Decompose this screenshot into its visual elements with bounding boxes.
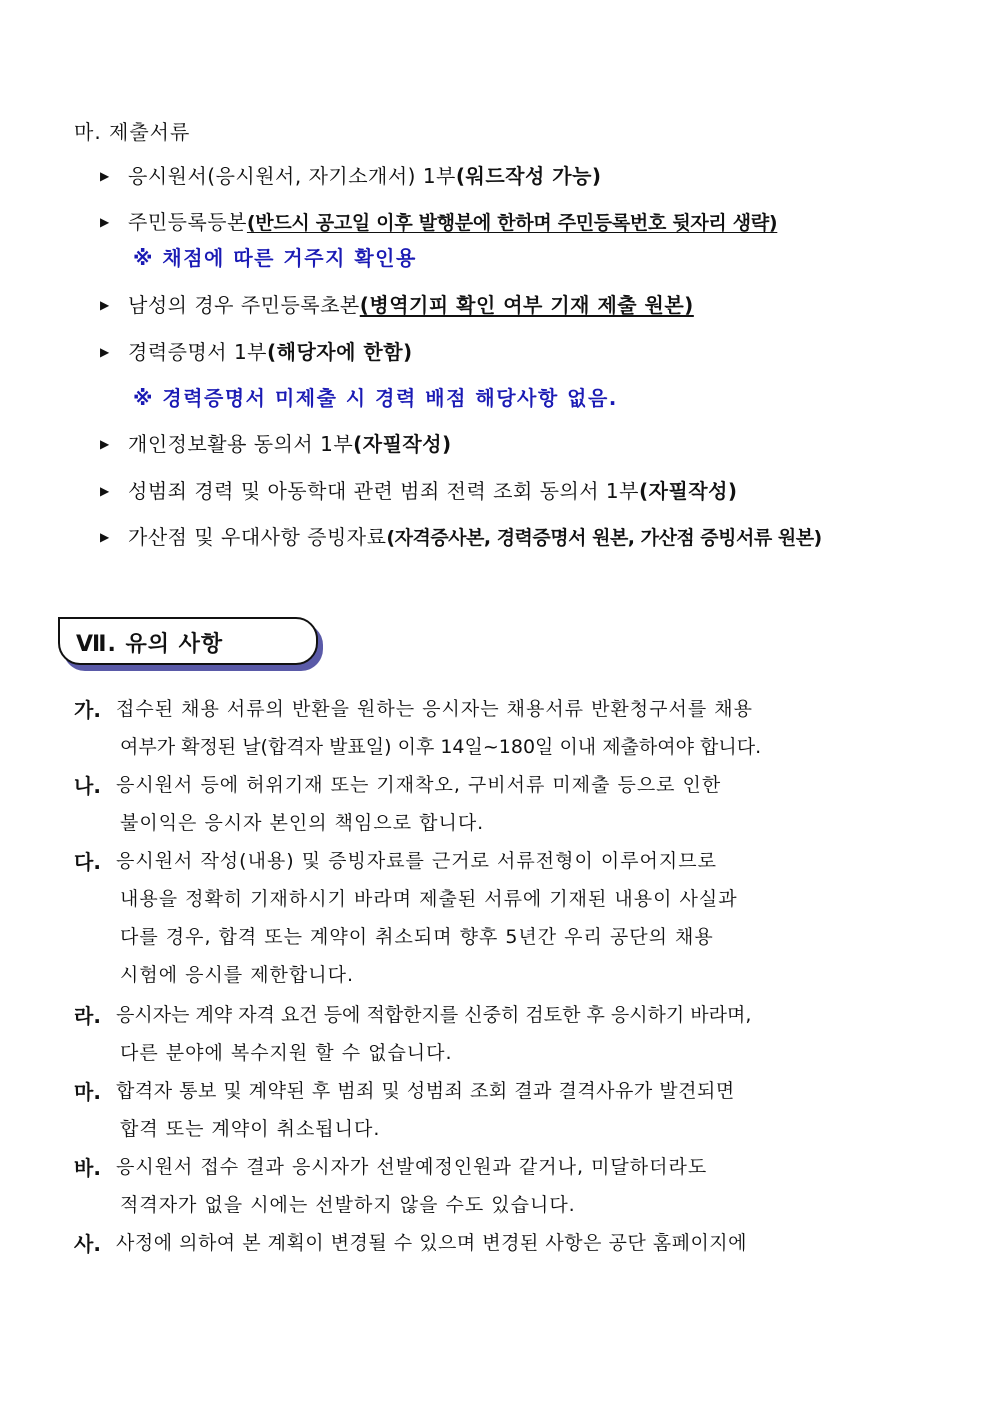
item-paren: (자필작성) bbox=[638, 479, 738, 503]
item-paren: (워드작성 가능) bbox=[455, 164, 602, 188]
notice-line: 사정에 의하여 본 계획이 변경될 수 있으며 변경된 사항은 공단 홈페이지에 bbox=[116, 1232, 748, 1254]
notice-line: 여부가 확정된 날(합격자 발표일) 이후 14일~180일 이내 제출하여야 합니다. bbox=[120, 736, 762, 758]
notice-marker: 라. bbox=[74, 1004, 101, 1028]
notice-item bbox=[74, 1076, 954, 1140]
notice-marker: 사. bbox=[74, 1232, 101, 1256]
item-text: 남성의 경우 주민등록초본 bbox=[128, 293, 360, 317]
notice-item bbox=[74, 846, 954, 986]
notice-marker: 바. bbox=[74, 1156, 101, 1180]
item-text: 가산점 및 우대사항 증빙자료 bbox=[128, 525, 387, 549]
notice-line: 다를 경우, 합격 또는 계약이 취소되며 향후 5년간 우리 공단의 채용 bbox=[120, 926, 714, 948]
item-paren: (자필작성) bbox=[353, 432, 452, 456]
bullet-icon: ▶ bbox=[100, 169, 110, 183]
notice-item bbox=[74, 1152, 954, 1216]
item-paren: (해당자에 한함) bbox=[267, 340, 413, 364]
notice-item bbox=[74, 770, 954, 834]
notice-marker: 가. bbox=[74, 698, 101, 722]
submission-item bbox=[100, 336, 413, 365]
section-heading-box bbox=[58, 617, 318, 665]
notice-line: 합격자 통보 및 계약된 후 범죄 및 성범죄 조회 결과 결격사유가 발견되면 bbox=[116, 1080, 735, 1102]
notice-line: 불이익은 응시자 본인의 책임으로 합니다. bbox=[120, 812, 485, 834]
notice-marker: 나. bbox=[74, 774, 101, 798]
notice-line: 접수된 채용 서류의 반환을 원하는 응시자는 채용서류 반환청구서를 채용 bbox=[116, 698, 753, 720]
section-title: Ⅶ. 유의 사항 bbox=[76, 632, 224, 657]
item-text: 경력증명서 1부 bbox=[128, 340, 268, 364]
item-paren: (자격증사본, 경력증명서 원본, 가산점 증빙서류 원본) bbox=[386, 527, 822, 549]
notice-line: 내용을 정확히 기재하시기 바라며 제출된 서류에 기재된 내용이 사실과 bbox=[120, 888, 738, 910]
career-note: ※ 경력증명서 미제출 시 경력 배점 해당사항 없음. bbox=[133, 386, 618, 410]
bullet-icon: ▶ bbox=[100, 530, 110, 544]
item-paren: (반드시 공고일 이후 발행분에 한하며 주민등록번호 뒷자리 생략) bbox=[246, 212, 778, 234]
bullet-icon: ▶ bbox=[100, 215, 110, 229]
submission-item bbox=[100, 206, 777, 235]
notice-line: 다른 분야에 복수지원 할 수 없습니다. bbox=[120, 1042, 453, 1064]
notice-line: 응시원서 등에 허위기재 또는 기재착오, 구비서류 미제출 등으로 인한 bbox=[116, 774, 722, 796]
item-text: 주민등록등본 bbox=[128, 210, 247, 234]
item-text: 개인정보활용 동의서 1부 bbox=[128, 432, 354, 456]
item-text: 성범죄 경력 및 아동학대 관련 범죄 전력 조회 동의서 1부 bbox=[128, 479, 639, 503]
notice-marker: 다. bbox=[74, 850, 101, 874]
bullet-icon: ▶ bbox=[100, 437, 110, 451]
notice-line: 응시원서 작성(내용) 및 증빙자료를 근거로 서류전형이 이루어지므로 bbox=[116, 850, 717, 872]
bullet-icon: ▶ bbox=[100, 298, 110, 312]
notice-item bbox=[74, 1228, 954, 1258]
item-text: 응시원서(응시원서, 자기소개서) 1부 bbox=[128, 164, 456, 188]
notice-line: 응시원서 접수 결과 응시자가 선발예정인원과 같거나, 미달하더라도 bbox=[116, 1156, 708, 1178]
notice-line: 합격 또는 계약이 취소됩니다. bbox=[120, 1118, 381, 1140]
bullet-icon: ▶ bbox=[100, 484, 110, 498]
submission-item bbox=[100, 289, 694, 318]
notice-line: 시험에 응시를 제한합니다. bbox=[120, 964, 355, 986]
submission-item bbox=[100, 160, 602, 189]
notice-item bbox=[74, 694, 954, 758]
notice-marker: 마. bbox=[74, 1080, 101, 1104]
submission-item bbox=[100, 475, 738, 504]
submission-item bbox=[100, 428, 452, 457]
residence-note: ※ 채점에 따른 거주지 확인용 bbox=[133, 246, 417, 270]
submission-heading: 마. 제출서류 bbox=[74, 120, 191, 144]
notice-item bbox=[74, 1000, 954, 1064]
notice-line: 적격자가 없을 시에는 선발하지 않을 수도 있습니다. bbox=[120, 1194, 576, 1216]
bullet-icon: ▶ bbox=[100, 345, 110, 359]
submission-item bbox=[100, 521, 822, 550]
item-paren: (병역기피 확인 여부 기재 제출 원본) bbox=[359, 293, 694, 317]
notice-line: 응시자는 계약 자격 요건 등에 적합한지를 신중히 검토한 후 응시하기 바라며, bbox=[116, 1004, 752, 1026]
